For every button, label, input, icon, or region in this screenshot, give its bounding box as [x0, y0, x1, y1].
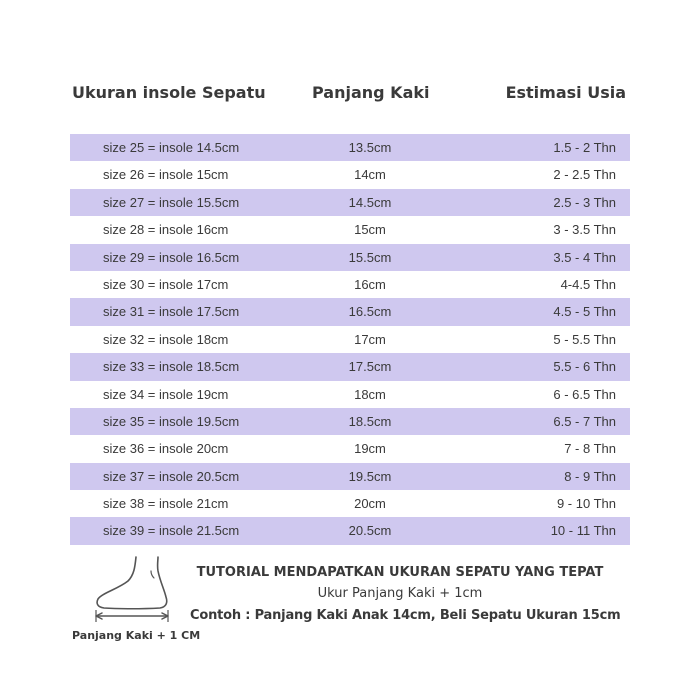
tutorial-instruction: Ukur Panjang Kaki + 1cm: [317, 586, 483, 601]
foot-length-cell: 19cm: [354, 441, 386, 457]
insole-size-cell: size 36 = insole 20cm: [103, 441, 229, 457]
foot-length-cell: 14.5cm: [348, 194, 392, 210]
estimated-age-cell: 9 - 10 Thn: [556, 496, 616, 512]
table-row: [70, 381, 630, 408]
foot-length-cell: 13.5cm: [348, 140, 392, 155]
foot-measurement-icon: [88, 553, 178, 625]
insole-size-cell: size 26 = insole 15cm: [103, 167, 229, 183]
estimated-age-cell: 3.5 - 4 Thn: [553, 249, 616, 265]
size-table: [70, 134, 630, 545]
insole-size-cell: size 32 = insole 18cm: [103, 331, 229, 347]
table-header: [0, 83, 700, 109]
table-row: [70, 463, 630, 490]
estimated-age-cell: 5.5 - 6 Thn: [553, 359, 616, 375]
foot-length-cell: 20.5cm: [348, 523, 392, 539]
header-insole-size: Ukuran insole Sepatu: [72, 83, 266, 102]
estimated-age-cell: 7 - 8 Thn: [564, 441, 616, 457]
estimated-age-cell: 3 - 3.5 Thn: [553, 222, 616, 238]
foot-length-cell: 18.5cm: [348, 413, 392, 429]
insole-size-cell: size 28 = insole 16cm: [103, 222, 229, 238]
header-foot-length: Panjang Kaki: [312, 83, 430, 102]
table-row: [70, 517, 630, 544]
insole-size-cell: size 37 = insole 20.5cm: [103, 468, 240, 484]
foot-length-cell: 18cm: [354, 386, 386, 402]
insole-size-cell: size 30 = insole 17cm: [103, 276, 229, 292]
estimated-age-cell: 6.5 - 7 Thn: [553, 413, 616, 429]
estimated-age-cell: 1.5 - 2 Thn: [553, 140, 616, 155]
foot-length-label: Panjang Kaki + 1 CM: [72, 629, 201, 642]
table-row: [70, 189, 630, 216]
table-row: [70, 244, 630, 271]
insole-size-cell: size 33 = insole 18.5cm: [103, 359, 240, 375]
insole-size-cell: size 38 = insole 21cm: [103, 496, 229, 512]
foot-length-cell: 20cm: [354, 496, 386, 512]
estimated-age-cell: 4-4.5 Thn: [560, 276, 616, 292]
insole-size-cell: size 34 = insole 19cm: [103, 386, 229, 402]
estimated-age-cell: 10 - 11 Thn: [550, 523, 616, 539]
foot-length-cell: 14cm: [354, 167, 386, 183]
table-row: [70, 216, 630, 243]
tutorial-example: Contoh : Panjang Kaki Anak 14cm, Beli Sepatu Ukuran 15cm: [190, 608, 621, 623]
foot-length-cell: 16.5cm: [348, 304, 392, 320]
table-row: [70, 326, 630, 353]
foot-length-cell: 15.5cm: [348, 249, 392, 265]
estimated-age-cell: 8 - 9 Thn: [564, 468, 616, 484]
table-row: [70, 408, 630, 435]
foot-length-cell: 16cm: [354, 276, 386, 292]
insole-size-cell: size 31 = insole 17.5cm: [103, 304, 240, 320]
estimated-age-cell: 2.5 - 3 Thn: [553, 194, 616, 210]
insole-size-cell: size 25 = insole 14.5cm: [103, 140, 240, 155]
insole-size-cell: size 35 = insole 19.5cm: [103, 413, 240, 429]
foot-length-cell: 15cm: [354, 222, 386, 238]
insole-size-cell: size 39 = insole 21.5cm: [103, 523, 240, 539]
header-estimated-age: Estimasi Usia: [505, 83, 626, 102]
table-row: [70, 353, 630, 380]
table-row: [70, 134, 630, 161]
insole-size-cell: size 27 = insole 15.5cm: [103, 194, 240, 210]
estimated-age-cell: 2 - 2.5 Thn: [553, 167, 616, 183]
estimated-age-cell: 5 - 5.5 Thn: [553, 331, 616, 347]
foot-length-cell: 17cm: [354, 331, 386, 347]
estimated-age-cell: 6 - 6.5 Thn: [553, 386, 616, 402]
table-row: [70, 271, 630, 298]
estimated-age-cell: 4.5 - 5 Thn: [553, 304, 616, 320]
table-row: [70, 435, 630, 462]
insole-size-cell: size 29 = insole 16.5cm: [103, 249, 240, 265]
table-row: [70, 298, 630, 325]
tutorial-title: TUTORIAL MENDAPATKAN UKURAN SEPATU YANG TEPAT: [196, 565, 604, 580]
table-row: [70, 161, 630, 188]
foot-length-cell: 17.5cm: [348, 359, 392, 375]
foot-length-cell: 19.5cm: [348, 468, 392, 484]
table-row: [70, 490, 630, 517]
